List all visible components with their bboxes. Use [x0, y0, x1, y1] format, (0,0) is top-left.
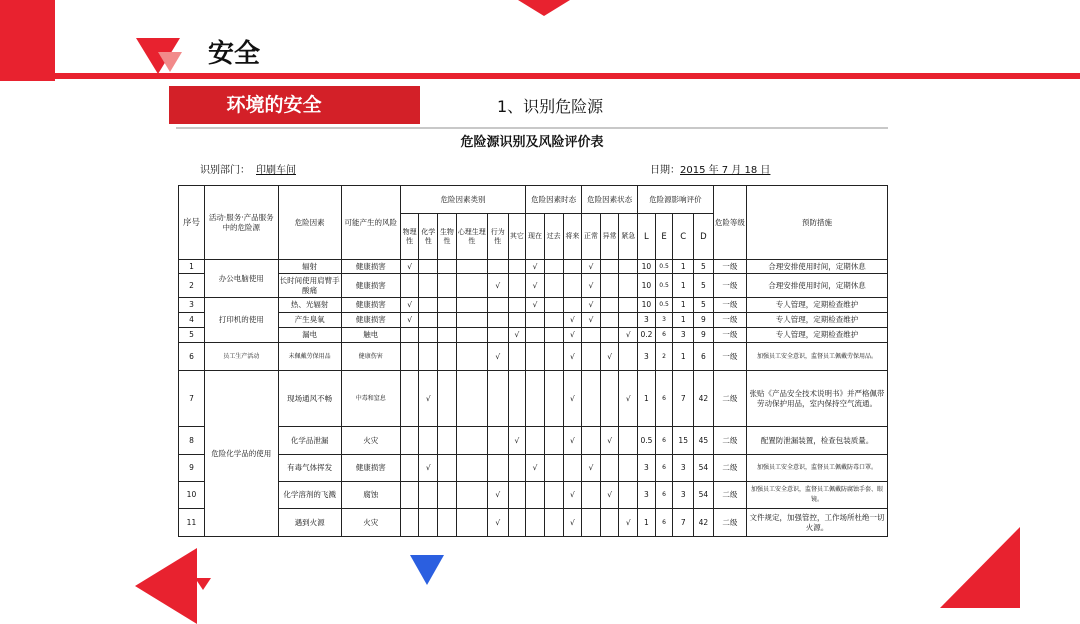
check-cell: [456, 343, 487, 371]
check-cell: √: [563, 313, 582, 328]
check-cell: [600, 260, 619, 274]
check-cell: [438, 328, 457, 343]
check-cell: √: [563, 427, 582, 455]
check-cell: [438, 371, 457, 427]
table-row: [179, 371, 888, 427]
impact-e-cell: 6: [655, 482, 673, 509]
check-cell: [400, 482, 419, 509]
check-cell: [438, 427, 457, 455]
check-cell: [582, 482, 601, 509]
header-risk: 可能产生的风险: [341, 186, 400, 260]
dept-field: [200, 164, 296, 178]
check-cell: [508, 313, 526, 328]
table-row: [179, 455, 888, 482]
factor-cell: 现场通风不畅: [278, 371, 341, 427]
check-cell: [582, 328, 601, 343]
check-cell: [419, 482, 438, 509]
check-cell: [619, 298, 638, 313]
header-no: 序号: [179, 186, 205, 260]
level-cell: 一级: [713, 328, 746, 343]
check-cell: [438, 313, 457, 328]
check-cell: [619, 260, 638, 274]
impact-d-cell: 54: [694, 482, 714, 509]
header-time: 现在: [526, 214, 545, 260]
check-cell: [563, 298, 582, 313]
check-cell: √: [526, 274, 545, 298]
check-cell: [544, 371, 563, 427]
factor-cell: 热、光辐射: [278, 298, 341, 313]
check-cell: [419, 328, 438, 343]
measure-cell: 加强员工安全意识，监督员工佩戴劳保用品。: [746, 343, 887, 371]
impact-l-cell: 3: [638, 482, 656, 509]
check-cell: [544, 509, 563, 537]
table-row: [179, 298, 888, 313]
date-field: [650, 164, 770, 178]
check-cell: √: [487, 343, 508, 371]
impact-l-cell: 3: [638, 313, 656, 328]
impact-d-cell: 9: [694, 328, 714, 343]
document-title: 危险源识别及风险评价表: [460, 135, 604, 150]
table-row: [179, 509, 888, 537]
factor-cell: 产生臭氧: [278, 313, 341, 328]
check-cell: [526, 328, 545, 343]
header-impact-e: E: [655, 214, 673, 260]
check-cell: √: [563, 343, 582, 371]
risk-table-body: [179, 260, 888, 537]
check-cell: [419, 313, 438, 328]
check-cell: [508, 509, 526, 537]
risk-cell: 健康损害: [341, 455, 400, 482]
check-cell: [400, 371, 419, 427]
check-cell: [619, 427, 638, 455]
check-cell: [508, 482, 526, 509]
impact-c-cell: 7: [673, 371, 694, 427]
header-measures: 预防措施: [746, 186, 887, 260]
check-cell: [400, 427, 419, 455]
row-number: 5: [179, 328, 205, 343]
impact-l-cell: 1: [638, 509, 656, 537]
impact-l-cell: 3: [638, 343, 656, 371]
check-cell: [508, 343, 526, 371]
header-category: 心理生理性: [456, 214, 487, 260]
impact-c-cell: 1: [673, 298, 694, 313]
factor-cell: 辐射: [278, 260, 341, 274]
check-cell: [456, 455, 487, 482]
check-cell: [456, 371, 487, 427]
factor-cell: 遇到火源: [278, 509, 341, 537]
risk-cell: 健康损害: [341, 298, 400, 313]
header-impact-l: L: [638, 214, 656, 260]
header-category: 生物性: [438, 214, 457, 260]
risk-cell: 健康损害: [341, 260, 400, 274]
check-cell: √: [600, 482, 619, 509]
measure-cell: 文件规定，加强管控，工作场所杜绝一切火源。: [746, 509, 887, 537]
check-cell: [619, 455, 638, 482]
impact-c-cell: 1: [673, 274, 694, 298]
activity-cell: 员工生产活动: [204, 343, 278, 371]
row-number: 1: [179, 260, 205, 274]
risk-cell: 健康损害: [341, 274, 400, 298]
impact-c-cell: 15: [673, 427, 694, 455]
risk-cell: 腐蚀: [341, 482, 400, 509]
check-cell: [438, 260, 457, 274]
check-cell: [400, 509, 419, 537]
decor-triangle-top: [518, 0, 570, 16]
section-banner: [169, 86, 420, 124]
section-title: 环境的安全: [226, 94, 322, 116]
check-cell: [600, 298, 619, 313]
level-cell: 一级: [713, 343, 746, 371]
check-cell: [508, 371, 526, 427]
check-cell: √: [582, 260, 601, 274]
check-cell: [438, 343, 457, 371]
check-cell: [600, 455, 619, 482]
check-cell: [419, 274, 438, 298]
header-category: 化学性: [419, 214, 438, 260]
check-cell: [544, 427, 563, 455]
row-number: 6: [179, 343, 205, 371]
check-cell: [600, 328, 619, 343]
check-cell: [456, 298, 487, 313]
check-cell: [419, 298, 438, 313]
header-factor: 危险因素: [278, 186, 341, 260]
document-top-rule: [176, 127, 888, 129]
check-cell: [544, 343, 563, 371]
header-state: 紧急: [619, 214, 638, 260]
check-cell: [456, 313, 487, 328]
check-cell: [438, 482, 457, 509]
measure-cell: 张贴《产品安全技术说明书》并严格佩带劳动保护用品，室内保持空气流通。: [746, 371, 887, 427]
check-cell: [544, 328, 563, 343]
measure-cell: 专人管理，定期检查维护: [746, 313, 887, 328]
row-number: 2: [179, 274, 205, 298]
impact-l-cell: 10: [638, 298, 656, 313]
check-cell: [600, 371, 619, 427]
decor-triangle-bottom-right: [940, 527, 1020, 608]
impact-l-cell: 3: [638, 455, 656, 482]
impact-d-cell: 42: [694, 509, 714, 537]
check-cell: √: [582, 274, 601, 298]
impact-d-cell: 6: [694, 343, 714, 371]
risk-cell: 火灾: [341, 509, 400, 537]
check-cell: √: [526, 260, 545, 274]
level-cell: 二级: [713, 371, 746, 427]
measure-cell: 合理安排使用时间，定期休息: [746, 274, 887, 298]
impact-d-cell: 5: [694, 298, 714, 313]
row-number: 10: [179, 482, 205, 509]
check-cell: √: [419, 371, 438, 427]
activity-cell: 打印机的使用: [204, 298, 278, 343]
activity-cell: 办公电脑使用: [204, 260, 278, 298]
header-impact-d: D: [694, 214, 714, 260]
header-category-group: 危险因素类别: [400, 186, 525, 214]
header-category: 行为性: [487, 214, 508, 260]
impact-c-cell: 1: [673, 313, 694, 328]
check-cell: [544, 313, 563, 328]
factor-cell: 长时间使用肩臂手酸痛: [278, 274, 341, 298]
check-cell: [400, 328, 419, 343]
check-cell: [508, 455, 526, 482]
check-cell: [526, 509, 545, 537]
impact-e-cell: 6: [655, 509, 673, 537]
factor-cell: 漏电: [278, 328, 341, 343]
check-cell: √: [419, 455, 438, 482]
table-row: [179, 482, 888, 509]
check-cell: [419, 343, 438, 371]
check-cell: √: [400, 313, 419, 328]
check-cell: [582, 427, 601, 455]
factor-cell: 未佩戴劳保用品: [278, 343, 341, 371]
impact-e-cell: 0.5: [655, 260, 673, 274]
check-cell: √: [582, 313, 601, 328]
check-cell: √: [526, 298, 545, 313]
impact-l-cell: 1: [638, 371, 656, 427]
check-cell: √: [619, 509, 638, 537]
check-cell: [400, 343, 419, 371]
table-row: [179, 427, 888, 455]
header-state: 异常: [600, 214, 619, 260]
table-row: [179, 343, 888, 371]
activity-cell: 危险化学品的使用: [204, 371, 278, 537]
impact-d-cell: 5: [694, 260, 714, 274]
check-cell: [582, 371, 601, 427]
check-cell: √: [400, 260, 419, 274]
check-cell: √: [508, 328, 526, 343]
check-cell: [526, 427, 545, 455]
check-cell: √: [582, 298, 601, 313]
header-impact-c: C: [673, 214, 694, 260]
check-cell: [487, 427, 508, 455]
impact-c-cell: 3: [673, 328, 694, 343]
check-cell: [438, 509, 457, 537]
check-cell: √: [487, 274, 508, 298]
factor-cell: 化学品泄漏: [278, 427, 341, 455]
row-number: 11: [179, 509, 205, 537]
impact-d-cell: 9: [694, 313, 714, 328]
dept-label: 识别部门：: [200, 165, 250, 176]
check-cell: √: [582, 455, 601, 482]
header-time-group: 危险因素时态: [526, 186, 582, 214]
row-number: 3: [179, 298, 205, 313]
check-cell: [400, 455, 419, 482]
check-cell: [563, 274, 582, 298]
check-cell: [619, 343, 638, 371]
impact-d-cell: 54: [694, 455, 714, 482]
impact-e-cell: 3: [655, 313, 673, 328]
measure-cell: 专人管理，定期检查维护: [746, 298, 887, 313]
impact-e-cell: 2: [655, 343, 673, 371]
impact-c-cell: 3: [673, 482, 694, 509]
header-impact-group: 危险源影响评价: [638, 186, 714, 214]
risk-cell: 触电: [341, 328, 400, 343]
impact-l-cell: 10: [638, 274, 656, 298]
check-cell: [619, 274, 638, 298]
check-cell: √: [563, 509, 582, 537]
check-cell: [508, 298, 526, 313]
date-value: 2015 年 7 月 18 日: [680, 165, 771, 176]
check-cell: [456, 274, 487, 298]
check-cell: [600, 274, 619, 298]
check-cell: [619, 482, 638, 509]
row-number: 7: [179, 371, 205, 427]
impact-e-cell: 6: [655, 455, 673, 482]
date-label: 日期：: [650, 165, 680, 176]
check-cell: [419, 427, 438, 455]
check-cell: √: [487, 482, 508, 509]
impact-c-cell: 1: [673, 260, 694, 274]
header-category: 其它: [508, 214, 526, 260]
check-cell: [438, 455, 457, 482]
check-cell: [619, 313, 638, 328]
title-mark-accent-icon: [158, 52, 182, 72]
risk-cell: 中毒和窒息: [341, 371, 400, 427]
impact-c-cell: 7: [673, 509, 694, 537]
check-cell: [544, 455, 563, 482]
decor-triangle-small: [195, 578, 211, 590]
level-cell: 一级: [713, 260, 746, 274]
impact-e-cell: 0.5: [655, 274, 673, 298]
check-cell: [487, 298, 508, 313]
measure-cell: 专人管理，定期检查维护: [746, 328, 887, 343]
level-cell: 一级: [713, 274, 746, 298]
header-level: 危险等级: [713, 186, 746, 260]
check-cell: [526, 371, 545, 427]
check-cell: [419, 509, 438, 537]
impact-l-cell: 0.2: [638, 328, 656, 343]
row-number: 8: [179, 427, 205, 455]
section-subtitle: 1、识别危险源: [497, 97, 604, 116]
check-cell: [456, 509, 487, 537]
check-cell: [487, 328, 508, 343]
impact-l-cell: 10: [638, 260, 656, 274]
check-cell: √: [563, 328, 582, 343]
check-cell: √: [487, 509, 508, 537]
page-title: 安全: [208, 39, 261, 69]
check-cell: √: [563, 482, 582, 509]
factor-cell: 有毒气体挥发: [278, 455, 341, 482]
measure-cell: 合理安排使用时间，定期休息: [746, 260, 887, 274]
check-cell: [487, 371, 508, 427]
risk-cell: 火灾: [341, 427, 400, 455]
impact-d-cell: 5: [694, 274, 714, 298]
check-cell: √: [619, 371, 638, 427]
check-cell: [438, 274, 457, 298]
measure-cell: 加强员工安全意识，监督员工佩戴防毒口罩。: [746, 455, 887, 482]
check-cell: [544, 260, 563, 274]
level-cell: 二级: [713, 455, 746, 482]
impact-c-cell: 1: [673, 343, 694, 371]
check-cell: √: [400, 298, 419, 313]
impact-e-cell: 6: [655, 371, 673, 427]
check-cell: √: [526, 455, 545, 482]
check-cell: [600, 313, 619, 328]
check-cell: [544, 482, 563, 509]
header-state-group: 危险因素状态: [582, 186, 638, 214]
measure-cell: 加强员工安全意识，监督员工佩戴防腐蚀手套、眼镜。: [746, 482, 887, 509]
check-cell: [487, 455, 508, 482]
check-cell: [526, 313, 545, 328]
impact-e-cell: 6: [655, 427, 673, 455]
row-number: 4: [179, 313, 205, 328]
impact-d-cell: 45: [694, 427, 714, 455]
header-time: 过去: [544, 214, 563, 260]
dept-value: 印刷车间: [256, 165, 296, 176]
header-category: 物理性: [400, 214, 419, 260]
check-cell: [582, 509, 601, 537]
check-cell: √: [563, 371, 582, 427]
header-time: 将来: [563, 214, 582, 260]
risk-assessment-table: [178, 185, 888, 537]
check-cell: [600, 509, 619, 537]
level-cell: 二级: [713, 509, 746, 537]
level-cell: 二级: [713, 427, 746, 455]
impact-d-cell: 42: [694, 371, 714, 427]
check-cell: √: [600, 427, 619, 455]
impact-e-cell: 6: [655, 328, 673, 343]
level-cell: 一级: [713, 298, 746, 313]
level-cell: 一级: [713, 313, 746, 328]
check-cell: [582, 343, 601, 371]
risk-cell: 健康伤害: [341, 343, 400, 371]
check-cell: [456, 328, 487, 343]
check-cell: √: [619, 328, 638, 343]
header-rule: [0, 73, 1080, 79]
check-cell: √: [600, 343, 619, 371]
check-cell: [456, 427, 487, 455]
check-cell: [400, 274, 419, 298]
risk-cell: 健康损害: [341, 313, 400, 328]
decor-triangle-bottom-left: [135, 548, 197, 624]
check-cell: √: [508, 427, 526, 455]
check-cell: [487, 313, 508, 328]
level-cell: 二级: [713, 482, 746, 509]
check-cell: [456, 260, 487, 274]
check-cell: [438, 298, 457, 313]
check-cell: [508, 260, 526, 274]
impact-e-cell: 0.5: [655, 298, 673, 313]
table-row: [179, 260, 888, 274]
factor-cell: 化学溶剂的飞溅: [278, 482, 341, 509]
measure-cell: 配置防泄漏装置，检查包装质量。: [746, 427, 887, 455]
impact-l-cell: 0.5: [638, 427, 656, 455]
header-state: 正常: [582, 214, 601, 260]
check-cell: [419, 260, 438, 274]
check-cell: [456, 482, 487, 509]
impact-c-cell: 3: [673, 455, 694, 482]
check-cell: [563, 455, 582, 482]
row-number: 9: [179, 455, 205, 482]
table-row: [179, 274, 888, 298]
decor-triangle-blue: [410, 555, 444, 585]
check-cell: [526, 482, 545, 509]
check-cell: [526, 343, 545, 371]
check-cell: [487, 260, 508, 274]
table-row: [179, 328, 888, 343]
decor-corner-bottom-right: [0, 0, 55, 81]
check-cell: [508, 274, 526, 298]
header-activity: 活动·服务·产品服务中的危险源: [204, 186, 278, 260]
check-cell: [544, 274, 563, 298]
table-row: [179, 313, 888, 328]
check-cell: [563, 260, 582, 274]
check-cell: [544, 298, 563, 313]
